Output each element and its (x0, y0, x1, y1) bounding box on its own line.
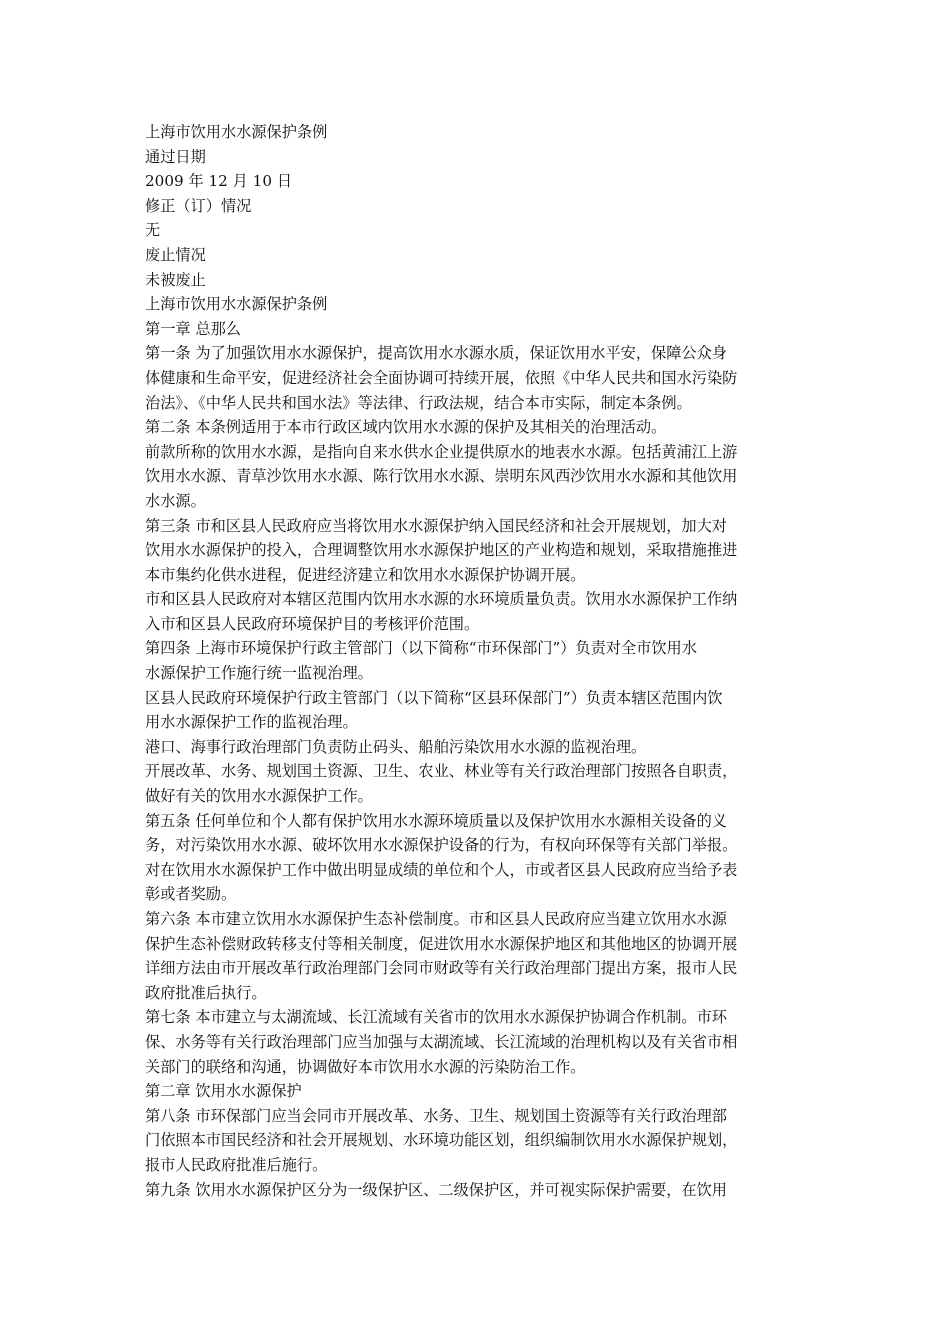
text-line: 废止情况 (145, 245, 206, 264)
text-line: 第三条 市和区县人民政府应当将饮用水水源保护纳入国民经济和社会开展规划，加大对 (145, 516, 727, 535)
text-line: 务，对污染饮用水水源、破坏饮用水水源保护设备的行为，有权向环保等有关部门举报。 (145, 836, 738, 855)
text-line: 水水源。 (145, 491, 206, 510)
text-line: 保、水务等有关行政治理部门应当加强与太湖流域、长江流域的治理机构以及有关省市相 (145, 1032, 738, 1051)
text-line: 第一章 总那么 (145, 319, 241, 338)
text-line: 第五条 任何单位和个人都有保护饮用水水源环境质量以及保护饮用水水源相关设备的义 (145, 811, 727, 830)
text-line: 前款所称的饮用水水源，是指向自来水供水企业提供原水的地表水水源。包括黄浦江上游 (145, 442, 738, 461)
text-line: 无 (145, 221, 161, 240)
text-line: 区县人民政府环境保护行政主管部门（以下简称“区县环保部门”）负责本辖区范围内饮 (145, 688, 723, 707)
text-line: 政府批准后执行。 (145, 983, 267, 1002)
text-line: 入市和区县人民政府环境保护目的考核评价范围。 (145, 614, 480, 633)
text-line: 水源保护工作施行统一监视治理。 (145, 664, 373, 683)
text-line: 第二条 本条例适用于本市行政区域内饮用水水源的保护及其相关的治理活动。 (145, 418, 667, 437)
text-line: 第七条 本市建立与太湖流域、长江流域有关省市的饮用水水源保护协调合作机制。市环 (145, 1008, 727, 1027)
text-line: 第一条 为了加强饮用水水源保护，提高饮用水水源水质，保证饮用水平安，保障公众身 (145, 344, 727, 363)
text-line: 彰或者奖励。 (145, 885, 237, 904)
text-line: 上海市饮用水水源保护条例 (145, 295, 328, 314)
text-line: 本市集约化供水进程，促进经济建立和饮用水水源保护协调开展。 (145, 565, 586, 584)
text-line: 修正（订）情况 (145, 196, 252, 215)
text-line: 第九条 饮用水水源保护区分为一级保护区、二级保护区，并可视实际保护需要，在饮用 (145, 1180, 727, 1199)
document-body (145, 120, 809, 1202)
text-line: 第四条 上海市环境保护行政主管部门（以下简称“市环保部门”）负责对全市饮用水 (145, 639, 697, 658)
text-line: 报市人民政府批准后施行。 (145, 1155, 328, 1174)
text-line: 饮用水水源、青草沙饮用水水源、陈行饮用水水源、崇明东风西沙饮用水水源和其他饮用 (145, 467, 738, 486)
text-line: 详细方法由市开展改革行政治理部门会同市财政等有关行政治理部门提出方案，报市人民 (145, 959, 738, 978)
text-line: 上海市饮用水水源保护条例 (145, 123, 328, 141)
text-line: 用水水源保护工作的监视治理。 (145, 713, 358, 732)
text-line: 2009 年 12 月 10 日 (145, 172, 293, 191)
text-line: 第二章 饮用水水源保护 (145, 1082, 302, 1101)
text-line: 饮用水水源保护的投入，合理调整饮用水水源保护地区的产业构造和规划，采取措施推进 (145, 541, 738, 560)
text-line: 第八条 市环保部门应当会同市开展改革、水务、卫生、规划国土资源等有关行政治理部 (145, 1106, 727, 1125)
text-line: 治法》、《中华人民共和国水法》等法律、行政法规，结合本市实际，制定本条例。 (145, 393, 692, 412)
text-line: 未被废止 (145, 270, 206, 289)
text-line: 对在饮用水水源保护工作中做出明显成绩的单位和个人，市或者区县人民政府应当给予表 (145, 860, 738, 879)
text-line: 第六条 本市建立饮用水水源保护生态补偿制度。市和区县人民政府应当建立饮用水水源 (145, 910, 727, 928)
text-line: 通过日期 (145, 147, 206, 166)
text-line: 开展改革、水务、规划国土资源、卫生、农业、林业等有关行政治理部门按照各自职责， (145, 762, 738, 781)
text-line: 保护生态补偿财政转移支付等相关制度，促进饮用水水源保护地区和其他地区的协调开展 (145, 934, 738, 953)
text-line: 体健康和生命平安，促进经济社会全面协调可持续开展，依照《中华人民共和国水污染防 (145, 368, 738, 387)
text-line: 做好有关的饮用水水源保护工作。 (145, 787, 373, 806)
text-line: 关部门的联络和沟通，协调做好本市饮用水水源的污染防治工作。 (145, 1057, 586, 1076)
text-line: 港口、海事行政治理部门负责防止码头、船舶污染饮用水水源的监视治理。 (145, 737, 647, 756)
text-line: 门依照本市国民经济和社会开展规划、水环境功能区划，组织编制饮用水水源保护规划， (145, 1131, 738, 1150)
text-line: 市和区县人民政府对本辖区范围内饮用水水源的水环境质量负责。饮用水水源保护工作纳 (145, 590, 738, 609)
